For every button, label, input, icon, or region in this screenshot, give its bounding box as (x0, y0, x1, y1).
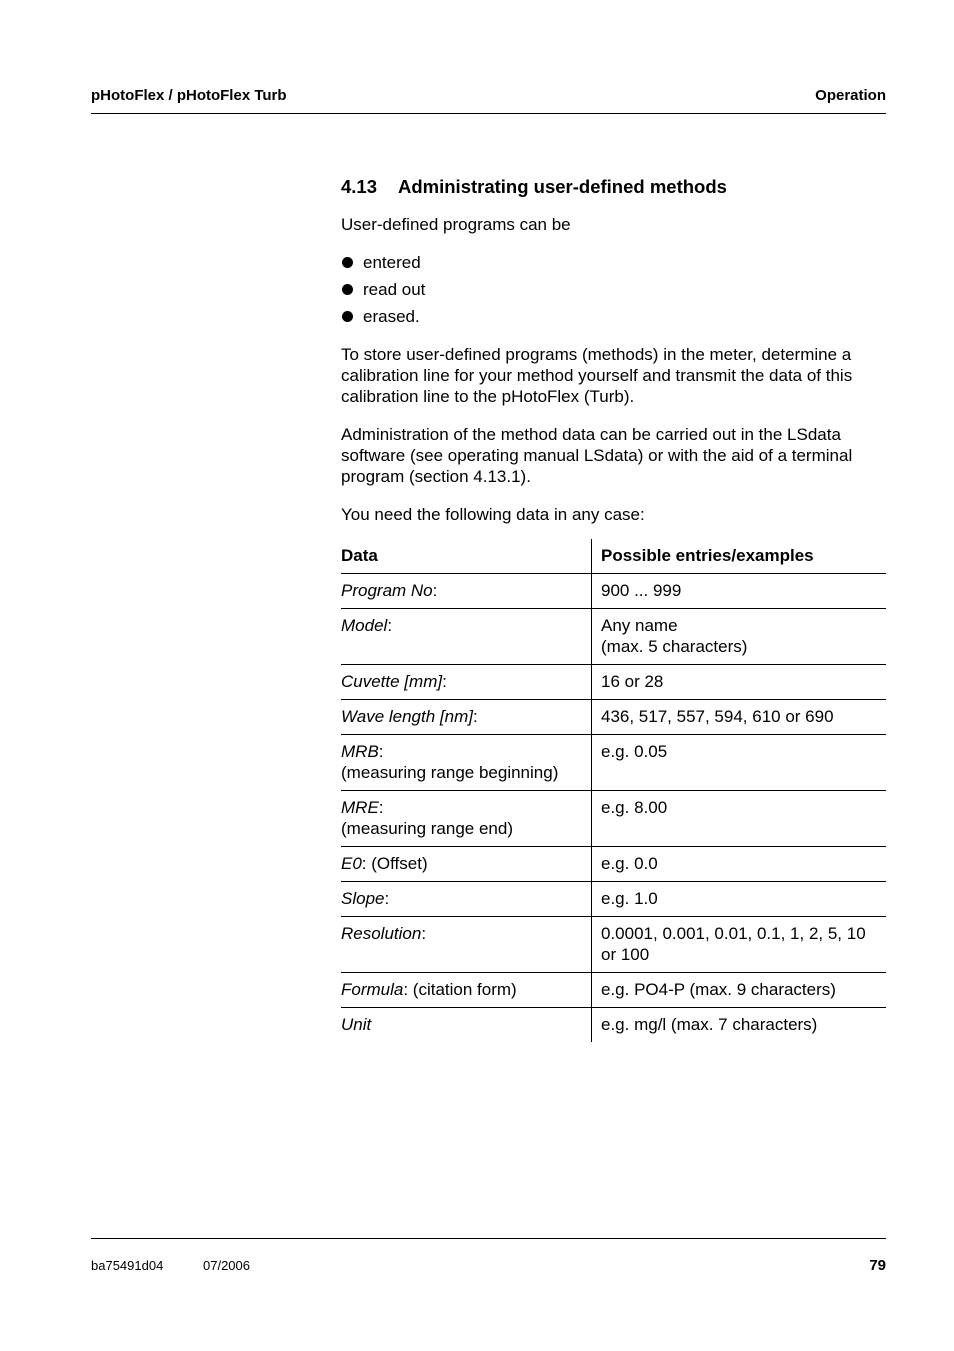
list-item: entered (341, 252, 886, 273)
main-content (341, 176, 886, 1042)
section-number: 4.13 (341, 176, 378, 197)
running-header-chapter: Operation (815, 87, 886, 104)
running-header-product: pHotoFlex / pHotoFlex Turb (91, 87, 287, 104)
table-row: MRE: (measuring range end) e.g. 8.00 (341, 791, 886, 847)
page-number: 79 (869, 1257, 886, 1274)
section-heading (341, 176, 886, 198)
bullet-icon (342, 284, 353, 295)
footer-divider (91, 1238, 886, 1239)
footer-document-id: ba75491d04 (91, 1258, 164, 1273)
footer-date: 07/2006 (203, 1258, 250, 1273)
header-divider (91, 113, 886, 114)
table-row: Cuvette [mm]: 16 or 28 (341, 665, 886, 700)
table-row: Slope: e.g. 1.0 (341, 882, 886, 917)
bullet-icon (342, 311, 353, 322)
body-paragraph: You need the following data in any case: (341, 505, 645, 524)
section-title: Administrating user-defined methods (398, 176, 727, 197)
table-row: E0: (Offset) e.g. 0.0 (341, 847, 886, 882)
table-header-row (341, 539, 886, 574)
table-row: Resolution: 0.0001, 0.001, 0.01, 0.1, 1, 2, 5, 10 or 100 (341, 917, 886, 973)
table-row: MRB: (measuring range beginning) e.g. 0.05 (341, 735, 886, 791)
column-header-entries: Possible entries/examples (601, 546, 814, 565)
bullet-icon (342, 257, 353, 268)
table-row: Program No: 900 ... 999 (341, 574, 886, 609)
list-item: read out (341, 279, 886, 300)
body-paragraph: To store user-defined programs (methods) in the meter, determine a calibration line for your method yourself and transmit the data of this calibration line to the pHotoFlex (Turb). (341, 345, 853, 406)
table-row: Wave length [nm]: 436, 517, 557, 594, 610 or 690 (341, 700, 886, 735)
column-header-data: Data (341, 539, 592, 574)
table-row: Unit e.g. mg/l (max. 7 characters) (341, 1008, 886, 1043)
method-data-table (341, 539, 886, 1042)
table-row: Model: Any name (max. 5 characters) (341, 609, 886, 665)
table-row: Formula: (citation form) e.g. PO4-P (max. 9 characters) (341, 973, 886, 1008)
body-paragraph: Administration of the method data can be carried out in the LSdata software (see operating manual LSdata) or with the aid of a terminal program (section 4.13.1). (341, 425, 853, 486)
bullet-list (341, 252, 886, 327)
list-item: erased. (341, 306, 886, 327)
intro-paragraph: User-defined programs can be (341, 215, 571, 234)
